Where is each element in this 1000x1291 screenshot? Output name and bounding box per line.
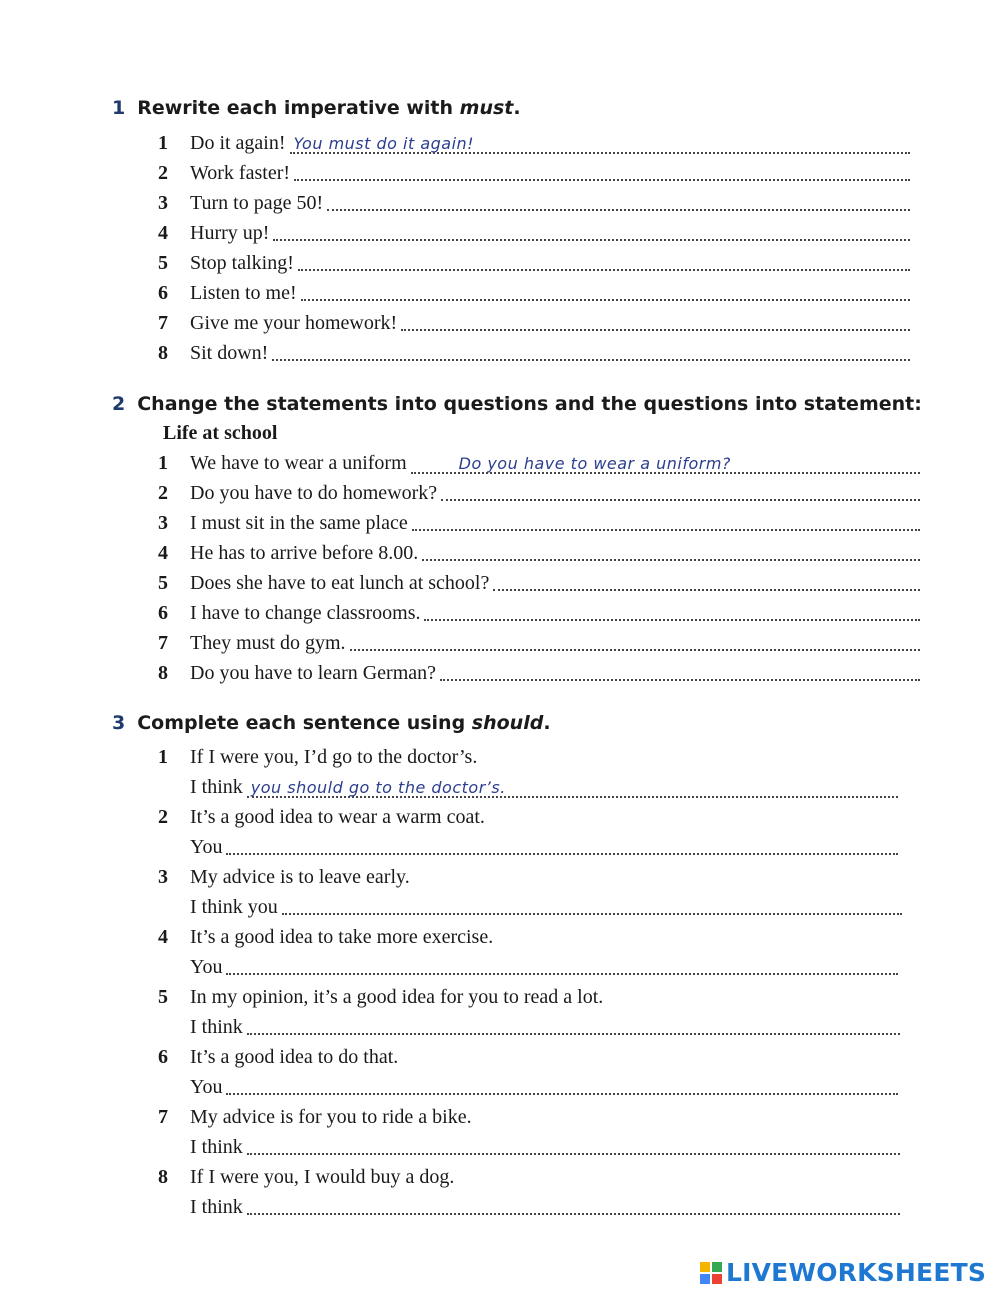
answer-field[interactable]: [301, 282, 910, 301]
item-number: 1: [158, 452, 168, 474]
answer-prompt: I think: [190, 1136, 243, 1158]
item-text: My advice is for you to ride a bike.: [190, 1106, 472, 1128]
exercise-item: [158, 1106, 900, 1132]
section-title-emphasis: should: [471, 712, 544, 734]
item-number: 5: [158, 572, 168, 594]
exercise-item: [158, 1046, 900, 1072]
logo-square: [700, 1262, 710, 1272]
item-text: Do it again!: [190, 132, 286, 154]
answer-field[interactable]: [247, 1016, 900, 1035]
item-number: 7: [158, 632, 168, 654]
item-number: 4: [158, 542, 168, 564]
answer-line: [190, 776, 898, 802]
item-text: Turn to page 50!: [190, 192, 324, 214]
item-text: If I were you, I’d go to the doctor’s.: [190, 746, 478, 768]
item-text: Hurry up!: [190, 222, 270, 244]
answer-prompt: I think: [190, 776, 243, 798]
answer-field[interactable]: [294, 162, 910, 181]
item-number: 1: [158, 132, 168, 154]
section-number: 1: [112, 97, 126, 119]
answer-field[interactable]: [401, 312, 910, 331]
exercise-item: [158, 312, 910, 338]
answer-field[interactable]: [440, 662, 920, 681]
answer-line: [190, 896, 902, 922]
answer-field[interactable]: [247, 1136, 900, 1155]
item-number: 6: [158, 282, 168, 304]
exercise-item: [158, 342, 910, 368]
answer-line: [190, 1016, 900, 1042]
answer-line: [190, 836, 898, 862]
item-text: It’s a good idea to take more exercise.: [190, 926, 494, 948]
exercise-item: [158, 572, 920, 598]
liveworksheets-logo: [700, 1258, 986, 1287]
item-number: 8: [158, 342, 168, 364]
section-number: 2: [112, 393, 126, 415]
answer-field[interactable]: [350, 632, 920, 651]
item-text: Listen to me!: [190, 282, 297, 304]
section-title-text: Rewrite each imperative with: [137, 97, 460, 119]
exercise-item: [158, 746, 900, 772]
answer-field[interactable]: [226, 836, 898, 855]
item-text: Do you have to do homework?: [190, 482, 438, 504]
liveworksheets-logo-icon: [700, 1262, 722, 1284]
answer-field[interactable]: [424, 602, 920, 621]
section-title-text: Change the statements into questions and the questions into statement:: [137, 393, 922, 415]
exercise-item: [158, 632, 920, 658]
answer-field[interactable]: [441, 482, 920, 501]
answer-field[interactable]: [493, 572, 920, 591]
exercise-item: [158, 986, 900, 1012]
exercise-item: [158, 512, 920, 538]
section-subheading: Life at school: [163, 422, 278, 444]
answer-field[interactable]: [247, 1196, 900, 1215]
section-1-title: [112, 97, 521, 119]
answer-field[interactable]: [273, 222, 910, 241]
exercise-item: [158, 866, 900, 892]
exercise-item: [158, 542, 920, 568]
logo-square: [700, 1274, 710, 1284]
item-number: 7: [158, 312, 168, 334]
logo-square: [712, 1274, 722, 1284]
section-2-title: [112, 393, 1000, 415]
item-number: 2: [158, 162, 168, 184]
item-number: 3: [158, 192, 168, 214]
answer-text: Do you have to wear a uniform?: [458, 454, 731, 473]
answer-text: you should go to the doctor’s.: [250, 778, 506, 797]
item-text: In my opinion, it’s a good idea for you to read a lot.: [190, 986, 604, 1008]
item-number: 6: [158, 1046, 168, 1068]
exercise-item: [158, 132, 910, 158]
answer-field[interactable]: [298, 252, 910, 271]
item-number: 7: [158, 1106, 168, 1128]
answer-field[interactable]: [422, 542, 920, 561]
answer-field[interactable]: [412, 512, 920, 531]
answer-line: [190, 1196, 900, 1222]
section-number: 3: [112, 712, 126, 734]
item-number: 5: [158, 986, 168, 1008]
item-text: I have to change classrooms.: [190, 602, 421, 624]
exercise-item: [158, 192, 910, 218]
brand-name: LIVEWORKSHEETS: [726, 1258, 987, 1287]
exercise-item: [158, 252, 910, 278]
item-number: 5: [158, 252, 168, 274]
answer-field[interactable]: [282, 896, 902, 915]
exercise-item: [158, 282, 910, 308]
answer-field[interactable]: [327, 192, 910, 211]
exercise-item: [158, 602, 920, 628]
section-3-title: [112, 712, 551, 734]
item-number: 8: [158, 662, 168, 684]
logo-square: [712, 1262, 722, 1272]
exercise-item: [158, 806, 900, 832]
answer-prompt: You: [190, 836, 223, 858]
exercise-item: [158, 162, 910, 188]
answer-prompt: I think: [190, 1196, 243, 1218]
item-number: 3: [158, 866, 168, 888]
exercise-item: [158, 482, 920, 508]
answer-prompt: You: [190, 1076, 223, 1098]
answer-line: [190, 1136, 900, 1162]
answer-prompt: I think: [190, 1016, 243, 1038]
item-text: It’s a good idea to do that.: [190, 1046, 399, 1068]
answer-prompt: You: [190, 956, 223, 978]
item-number: 4: [158, 222, 168, 244]
item-number: 4: [158, 926, 168, 948]
item-text: Stop talking!: [190, 252, 294, 274]
answer-field[interactable]: [226, 1076, 898, 1095]
answer-line: [190, 956, 898, 982]
item-number: 8: [158, 1166, 168, 1188]
exercise-item: [158, 926, 900, 952]
item-number: 2: [158, 482, 168, 504]
exercise-item: [158, 452, 920, 478]
answer-field[interactable]: [226, 956, 898, 975]
item-text: Give me your homework!: [190, 312, 398, 334]
exercise-item: [158, 222, 910, 248]
item-text: We have to wear a uniform: [190, 452, 407, 474]
answer-field[interactable]: [290, 135, 910, 154]
item-text: If I were you, I would buy a dog.: [190, 1166, 455, 1188]
section-title-text: Complete each sentence using: [137, 712, 472, 734]
section-title-suffix: .: [513, 97, 521, 119]
item-text: He has to arrive before 8.00.: [190, 542, 419, 564]
answer-field[interactable]: [411, 455, 920, 474]
exercise-item: [158, 1166, 900, 1192]
item-text: I must sit in the same place: [190, 512, 408, 534]
answer-field[interactable]: [247, 779, 898, 798]
item-text: They must do gym.: [190, 632, 346, 654]
section-title-emphasis: must: [459, 97, 514, 119]
answer-line: [190, 1076, 898, 1102]
item-number: 6: [158, 602, 168, 624]
section-title-suffix: .: [543, 712, 551, 734]
item-text: My advice is to leave early.: [190, 866, 410, 888]
item-text: Do you have to learn German?: [190, 662, 437, 684]
item-number: 1: [158, 746, 168, 768]
answer-prompt: I think you: [190, 896, 278, 918]
item-text: Does she have to eat lunch at school?: [190, 572, 490, 594]
item-text: Work faster!: [190, 162, 291, 184]
item-number: 3: [158, 512, 168, 534]
item-number: 2: [158, 806, 168, 828]
exercise-item: [158, 662, 920, 688]
item-text: It’s a good idea to wear a warm coat.: [190, 806, 485, 828]
answer-field[interactable]: [272, 342, 910, 361]
answer-text: You must do it again!: [293, 134, 475, 153]
item-text: Sit down!: [190, 342, 269, 364]
